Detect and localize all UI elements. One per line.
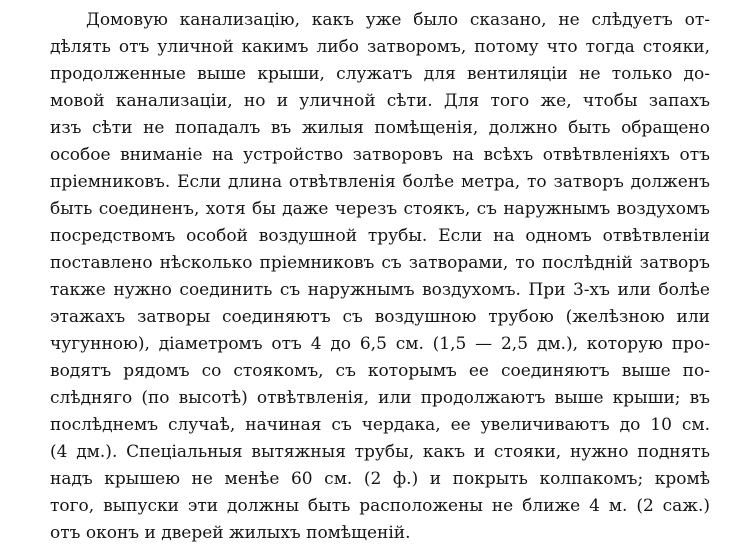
paragraph [50, 7, 710, 547]
text-line-14: водятъ рядомъ со стоякомъ, съ которымъ ее соединяютъ выше по- [50, 361, 710, 381]
text-line-2: дѣлять отъ уличной какимъ либо затворомъ, потому что тогда стояки, [50, 37, 710, 57]
text-line-13: чугунною), діаметромъ отъ 4 до 6,5 см. (1,5 — 2,5 дм.), которую про- [50, 334, 710, 354]
text-line-8: быть соединенъ, хотя бы даже черезъ стоякъ, съ наружнымъ воздухомъ [50, 199, 710, 219]
text-line-7: пріемниковъ. Если длина отвѣтвленія болѣе метра, то затворъ долженъ [50, 172, 710, 192]
text-line-11: также нужно соединить съ наружнымъ воздухомъ. При 3-хъ или болѣе [50, 280, 710, 300]
text-line-16: послѣднемъ случаѣ, начиная съ чердака, ее увеличиваютъ до 10 см. [50, 415, 710, 435]
text-line-19: того, выпуски эти должны быть расположены не ближе 4 м. (2 саж.) [50, 496, 710, 516]
text-line-10: поставлено нѣсколько пріемниковъ съ затворами, то послѣдній затворъ [50, 253, 710, 273]
text-line-5: изъ сѣти не попадалъ въ жилыя помѣщенія, должно быть обращено [50, 118, 710, 138]
text-line-4: мовой канализаціи, но и уличной сѣти. Для того же, чтобы запахъ [50, 91, 710, 111]
text-line-12: этажахъ затворы соединяютъ съ воздушною трубою (желѣзною или [50, 307, 710, 327]
text-line-3: продолженные выше крыши, служатъ для вентиляціи не только до- [50, 64, 710, 84]
text-line-20: отъ оконъ и дверей жилыхъ помѣщеній. [50, 523, 411, 543]
text-line-18: надъ крышею не менѣе 60 см. (2 ф.) и покрыть колпакомъ; кромѣ [50, 469, 710, 489]
text-line-6: особое вниманіе на устройство затворовъ на всѣхъ отвѣтвленіяхъ отъ [50, 145, 710, 165]
text-line-15: слѣдняго (по высотѣ) отвѣтвленія, или продолжаютъ выше крыши; въ [50, 388, 710, 408]
text-line-1: Домовую канализацію, какъ уже было сказано, не слѣдуетъ от- [86, 10, 710, 30]
text-line-9: посредствомъ особой воздушной трубы. Если на одномъ отвѣтвленіи [50, 226, 710, 246]
text-line-17: (4 дм.). Спеціальныя вытяжныя трубы, какъ и стояки, нужно поднять [50, 442, 710, 462]
